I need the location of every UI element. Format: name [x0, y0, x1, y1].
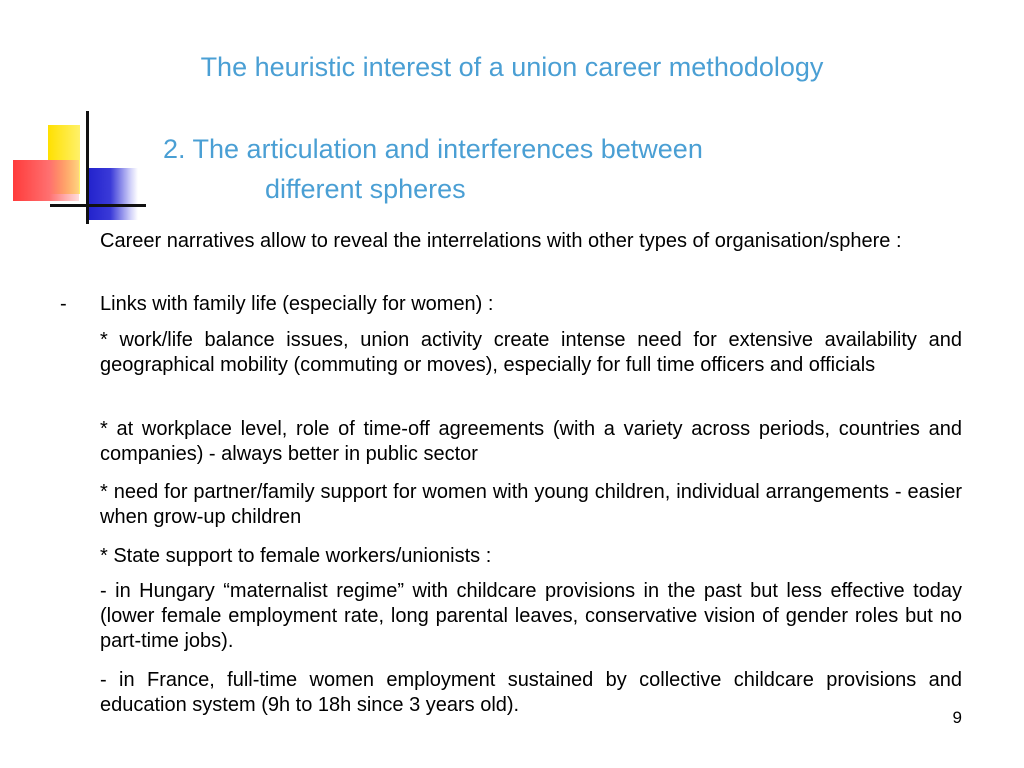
paragraph-time-off: * at workplace level, role of time-off agreements (with a variety across periods, countries and companies) - always better in public sector: [100, 418, 962, 465]
slide-subtitle-line-2: different spheres: [265, 174, 466, 204]
paragraph-state-support: * State support to female workers/unionists :: [100, 545, 492, 567]
paragraph-partner-support: * need for partner/family support for women with young children, individual arrangements - easier when grow-up children: [100, 481, 962, 528]
paragraph-intro: Career narratives allow to reveal the interrelations with other types of organisation/sphere :: [100, 230, 902, 252]
paragraph-hungary: - in Hungary “maternalist regime” with childcare provisions in the past but less effective today (lower female employment rate, long parental leaves, conservative vision of gender roles but no part-time jobs).: [100, 580, 962, 652]
paragraph-work-life-balance: * work/life balance issues, union activity create intense need for extensive availability and geographical mobility (commuting or moves), especially for full time officers and officials: [100, 329, 962, 376]
slide-subtitle-line-1: 2. The articulation and interferences between: [163, 134, 703, 164]
bullet-dash: -: [60, 293, 67, 315]
slide-title: The heuristic interest of a union career methodology: [200, 52, 824, 82]
paragraph-france: - in France, full-time women employment sustained by collective childcare provisions and education system (9h to 18h since 3 years old).: [100, 669, 962, 716]
decoration-horizontal-line: [50, 204, 146, 207]
decoration-blue-square: [88, 168, 138, 220]
decoration-vertical-line: [86, 111, 89, 224]
paragraph-family-links: Links with family life (especially for women) :: [100, 293, 494, 315]
decoration-red-square: [13, 160, 79, 201]
page-number: 9: [952, 708, 962, 727]
